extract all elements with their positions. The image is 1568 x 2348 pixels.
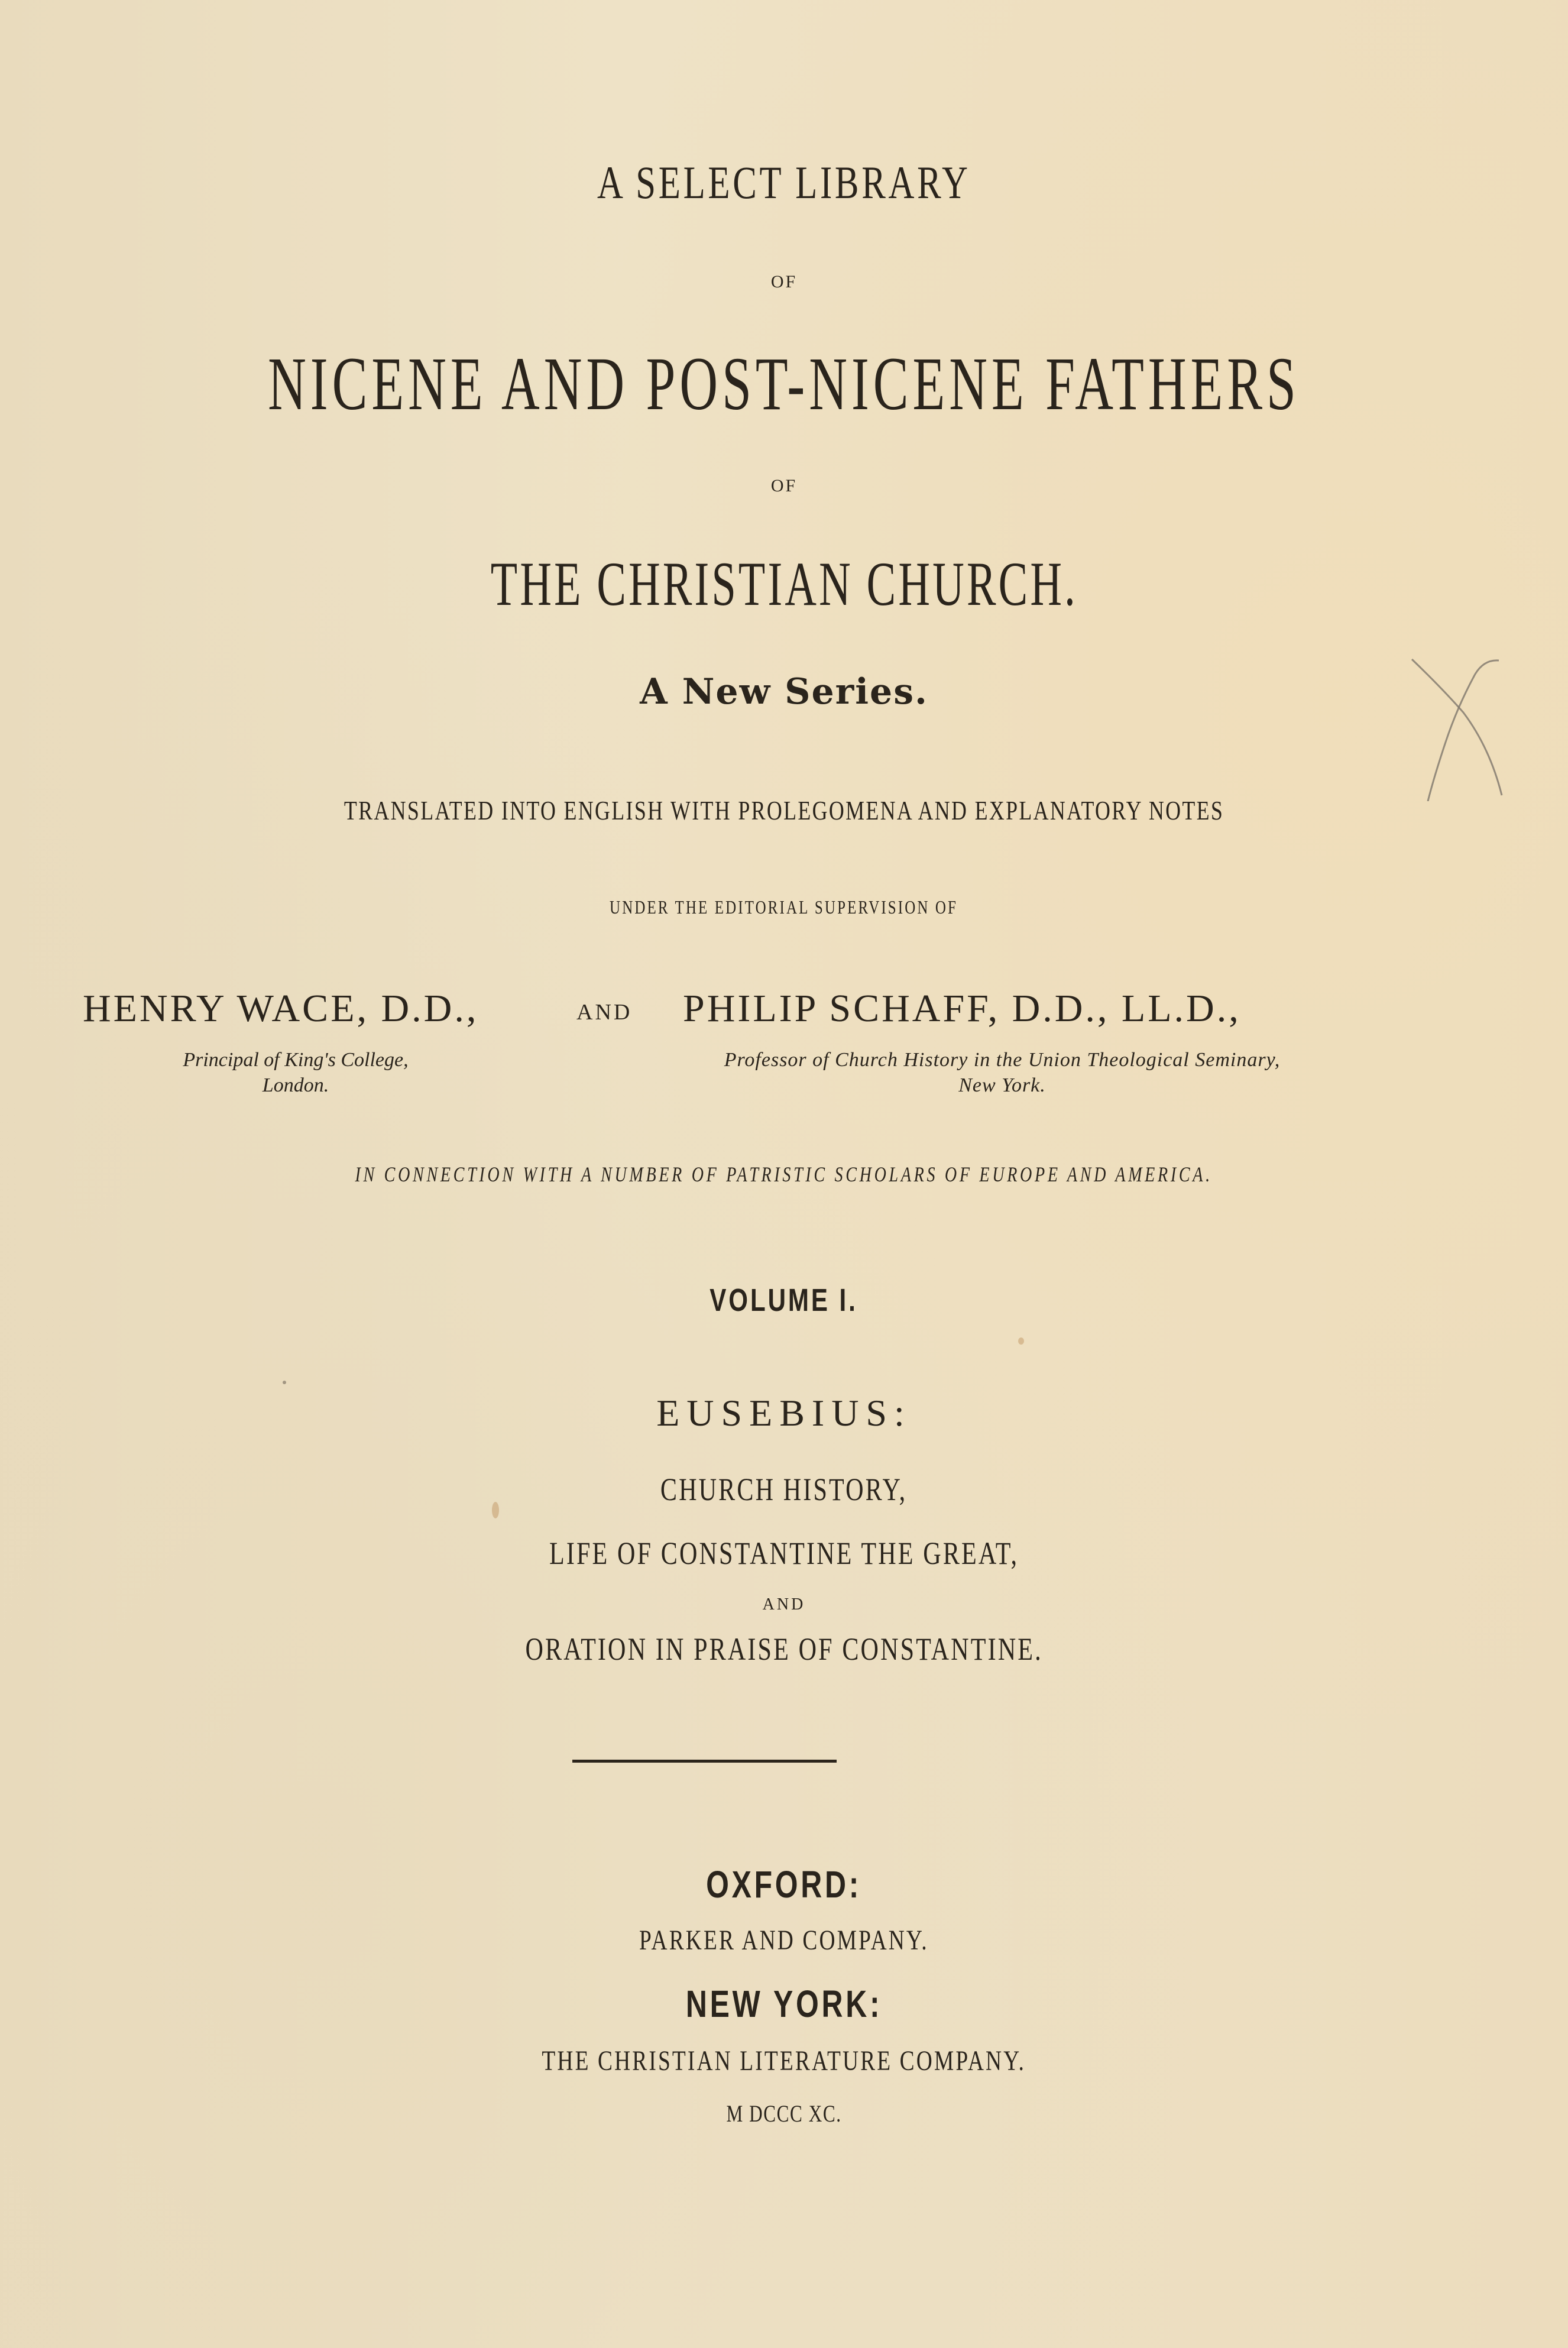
editor-affiliation-schaff bbox=[668, 1048, 1336, 1098]
connection-note bbox=[0, 1164, 1568, 1185]
series-title bbox=[0, 157, 1568, 208]
editor-affiliation-wace bbox=[106, 1048, 485, 1098]
of-connector-2: OF bbox=[770, 476, 798, 495]
work-title-life-of-constantine bbox=[0, 1537, 1568, 1569]
imprint-city-text: OXFORD: bbox=[706, 1863, 862, 1906]
translation-note bbox=[0, 797, 1568, 824]
affiliation-line: New York. bbox=[958, 1074, 1046, 1096]
connection-note-text: IN CONNECTION WITH A NUMBER OF PATRISTIC SCHOLARS OF EUROPE AND AMERICA. bbox=[355, 1162, 1213, 1186]
church-title-text: THE CHRISTIAN CHURCH. bbox=[490, 549, 1078, 618]
editors-conjunction: AND bbox=[576, 1000, 633, 1025]
foxing-spot bbox=[1018, 1337, 1024, 1345]
work-title-church-history bbox=[0, 1473, 1568, 1505]
imprint-city-oxford bbox=[0, 1863, 1568, 1906]
imprint-publisher-text: THE CHRISTIAN LITERATURE COMPANY. bbox=[542, 2045, 1026, 2077]
pencil-x-mark-icon bbox=[1401, 624, 1520, 801]
church-title bbox=[0, 549, 1568, 618]
editorial-supervision-text: UNDER THE EDITORIAL SUPERVISION OF bbox=[610, 896, 958, 918]
foxing-spot bbox=[492, 1502, 499, 1518]
main-title bbox=[0, 342, 1568, 426]
work-title-text: CHURCH HISTORY, bbox=[660, 1472, 908, 1507]
volume-heading bbox=[0, 1284, 1568, 1316]
imprint-publisher-christian-literature bbox=[0, 2047, 1568, 2075]
foxing-spot bbox=[283, 1381, 286, 1384]
editorial-supervision bbox=[0, 898, 1568, 916]
work-title-text: LIFE OF CONSTANTINE THE GREAT, bbox=[549, 1536, 1019, 1571]
affiliation-line: Professor of Church History in the Union Theological Seminary, bbox=[724, 1049, 1281, 1071]
affiliation-line: London. bbox=[262, 1074, 329, 1096]
imprint-city-new-york bbox=[0, 1985, 1568, 2023]
imprint-publisher-text: PARKER AND COMPANY. bbox=[639, 1925, 929, 1956]
main-title-text: NICENE AND POST-NICENE FATHERS bbox=[268, 342, 1300, 426]
of-connector-1: OF bbox=[770, 272, 798, 292]
editor-name-wace: HENRY WACE, D.D., bbox=[83, 987, 479, 1030]
author-heading: EUSEBIUS: bbox=[656, 1392, 912, 1434]
translation-note-text: TRANSLATED INTO ENGLISH WITH PROLEGOMENA AND EXPLANATORY NOTES bbox=[344, 795, 1224, 825]
work-title-oration bbox=[0, 1633, 1568, 1665]
imprint-publisher-parker bbox=[0, 1926, 1568, 1955]
editor-name-schaff: PHILIP SCHAFF, D.D., LL.D., bbox=[683, 987, 1241, 1030]
new-series-blackletter: A New Series. bbox=[640, 671, 928, 713]
affiliation-line: Principal of King's College, bbox=[183, 1049, 409, 1071]
volume-heading-text: VOLUME I. bbox=[710, 1283, 858, 1318]
imprint-year-text: M DCCC XC. bbox=[726, 2100, 842, 2127]
series-title-text: A SELECT LIBRARY bbox=[597, 157, 971, 208]
work-title-text: ORATION IN PRAISE OF CONSTANTINE. bbox=[525, 1631, 1043, 1667]
horizontal-rule-divider bbox=[572, 1760, 837, 1763]
imprint-year bbox=[0, 2102, 1568, 2126]
works-conjunction: AND bbox=[762, 1595, 806, 1614]
imprint-city-text: NEW YORK: bbox=[685, 1983, 883, 2025]
